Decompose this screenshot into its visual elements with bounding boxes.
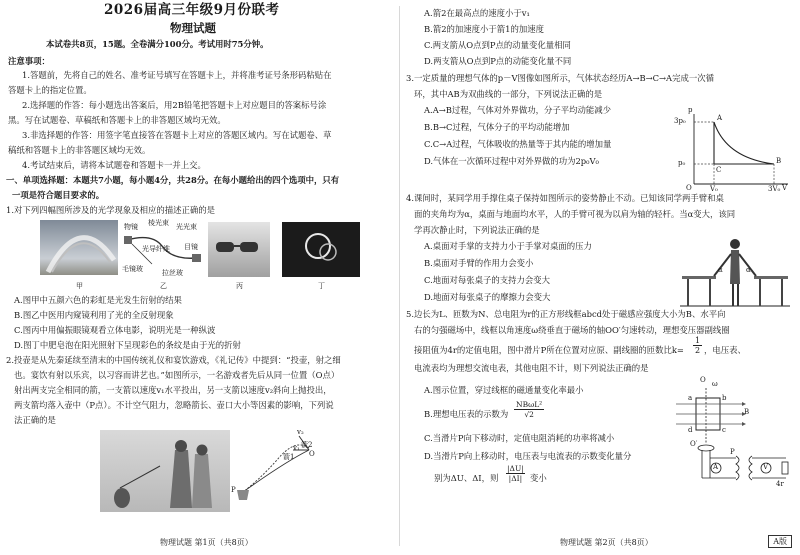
q4-stem-line: 学再次静止时，下列说法正确的是: [414, 225, 540, 235]
q4-option-b: B.桌面对手臂的作用力会变小: [424, 258, 534, 268]
q5-option-c: C.当滑片P向下移动时，定值电阻消耗的功率将减小: [424, 433, 615, 443]
exam-title: 2026届高三年级9月份联考: [104, 2, 280, 18]
axis-label: p: [688, 106, 693, 114]
q2-stem-line: 法正确的是: [14, 415, 56, 425]
q3-stem-line: 环，其中AB为双曲线的一部分，下列说法正确的是: [414, 89, 603, 99]
point-label: B: [776, 157, 782, 165]
caption-bing: 丙: [236, 282, 243, 290]
caption-yi: 乙: [160, 282, 167, 290]
q2-stem-line: 两支箭均落入壶中（P点）。不计空气阻力，忽略箭长、壶口大小等因素的影响，下列说: [14, 400, 334, 410]
b-fraction: [514, 400, 544, 419]
notice-line: 2.选择题的作答：每小题选出答案后，用2B铅笔把答题卡上对应题目的答案标号涂: [22, 100, 327, 110]
fig-label: 物镜: [124, 223, 138, 231]
rainbow-photo: [40, 220, 118, 275]
q5-stem-line: 5.边长为L、匝数为N、总电阻为r的正方形线框abcd处于磁感应强度大小为B、水平向: [406, 309, 726, 319]
fig-label: 箭1: [283, 453, 295, 461]
fig-label: 拉丝玻: [162, 269, 183, 277]
fig-label: a: [688, 394, 693, 402]
arrow-trajectory-diagram: [225, 430, 315, 505]
notice-line: 3.非选择题的作答：用签字笔直接答在答题卡上对应的答题区域内。写在试题卷、草: [22, 130, 332, 140]
exam-info: 本试卷共8页，15题。全卷满分100分。考试用时75分钟。: [46, 39, 269, 49]
notice-line: 1.答题前，先将自己的姓名、准考证号填写在答题卡上，并将准考证号条形码粘贴在: [22, 70, 332, 80]
q2-option-d: D.两支箭从O点到P点的动能变化量不同: [424, 56, 572, 66]
right-page: [400, 0, 800, 555]
caption-ding: 丁: [318, 282, 325, 290]
touhu-illustration: [100, 430, 230, 512]
q4-option-a: A.桌面对手掌的支持力小于手掌对桌面的压力: [424, 241, 592, 251]
q2-option-a: A.箭2在最高点的速度小于v₁: [424, 8, 530, 18]
fig-label: b: [722, 394, 727, 402]
fig-label: V: [763, 463, 769, 471]
axis-label: V: [782, 184, 788, 192]
b-denominator: √2: [524, 410, 534, 419]
angle-label: α: [746, 266, 751, 274]
version-badge: A版: [768, 535, 792, 548]
fig-label: O: [309, 450, 315, 458]
q4-stem-line: 面的夹角均为α，桌面与地面均水平，人的手臂可视为以肩为轴的轻杆。当α变大，该同: [414, 209, 736, 219]
fig-label: O′: [690, 440, 698, 448]
q5-stem-line: 接阻值为4r的定值电阻，图中滑片P所在位置对应原、副线圈的匝数比k=: [414, 345, 684, 355]
point-label: C: [716, 166, 722, 174]
fig-label: v₂: [297, 428, 304, 436]
q2-stem-line: 2.投壶是从先秦延续至清末的中国传统礼仪和宴饮游戏，《礼记传》中提到：“投壶，射之细: [6, 355, 341, 365]
fig-label: P: [231, 486, 236, 494]
notice-line: 答题卡上的指定位置。: [8, 85, 92, 95]
q5-option-d: D.当滑片P向上移动时，电压表与电流表的示数变化量分: [424, 451, 632, 461]
fig-label: 光导纤维: [142, 245, 170, 253]
endoscope-diagram: [122, 218, 204, 280]
fig-label: 棱光束: [148, 219, 169, 227]
fig-label: d: [688, 426, 693, 434]
tick-label: 3V₀: [768, 185, 781, 193]
k-fraction: [693, 336, 702, 355]
table-support-figure: [678, 236, 792, 308]
angle-label: α: [718, 266, 723, 274]
pv-graph: [674, 106, 792, 194]
q3-option-a: A.A→B过程，气体对外界做功，分子平均动能减少: [424, 105, 612, 115]
section-heading: 一项是符合题目要求的。: [12, 190, 105, 200]
exam-subtitle: 物理试题: [170, 21, 216, 35]
q2-option-c: C.两支箭从O点到P点的动量变化量相同: [424, 40, 571, 50]
q5-stem-line: ，电压表、: [704, 345, 746, 355]
fig-label: 光光束: [176, 223, 197, 231]
q4-stem-line: 4.课间时，某同学用手撑住桌子保持如图所示的姿势静止不动。已知该同学两手臂和桌: [406, 193, 724, 203]
fig-label: c: [722, 426, 726, 434]
d-denominator: |ΔI|: [508, 474, 523, 483]
q1-option-d: D.图丁中肥皂泡在阳光照射下呈现彩色的条纹是由于光的折射: [14, 340, 241, 350]
caption-jia: 甲: [76, 282, 83, 290]
q1-option-a: A.图甲中五颜六色的彩虹是光发生衍射的结果: [14, 295, 182, 305]
q2-stem-line: 射出两支完全相同的箭，一支箭以速度v₁水平投出，另一支箭以速度v₂斜向上抛投出，: [14, 385, 332, 395]
q5-option-d-cont: 别为ΔU、ΔI，则: [434, 473, 499, 483]
q2-stem-line: 也。宴饮有射以乐宾，以习容而讲艺也。”如图所示，一名游戏者先后从同一位置（O点）: [14, 370, 340, 380]
q1-option-b: B.图乙中医用内窥镜利用了光的全反射现象: [14, 310, 174, 320]
tick-label: V₀: [710, 185, 718, 193]
q4-option-d: D.地面对每张桌子的摩擦力会变大: [424, 292, 551, 302]
q2-option-b: B.箭2的加速度小于箭1的加速度: [424, 24, 544, 34]
fig-label: ω: [712, 380, 718, 388]
q1-stem: 1.对下列四幅图所涉及的光学现象及相应的描述正确的是: [6, 205, 215, 215]
q5-stem-line: 右的匀强磁场中，线框以角速度ω绕垂直于磁场的轴OO′匀速转动，理想变压器副线圈: [414, 325, 730, 335]
origin-label: O: [686, 184, 692, 192]
point-label: A: [717, 114, 723, 122]
notice-line: 稿纸和答题卡上的非答题区域均无效。: [8, 145, 151, 155]
b-numerator: NBωL²: [516, 400, 543, 409]
fig-label: v₁: [293, 444, 300, 452]
q3-option-c: C.C→A过程，气体吸收的热量等于其内能的增加量: [424, 139, 612, 149]
d-numerator: |ΔU|: [507, 464, 524, 473]
q3-stem-line: 3.一定质量的理想气体的p－V图像如图所示，气体状态经历A→B→C→A完成一次循: [406, 73, 714, 83]
tick-label: 3p₀: [674, 117, 686, 125]
fig-label: 4r: [776, 480, 784, 488]
q5-option-d-end: 变小: [530, 473, 547, 483]
q5-option-b: B.理想电压表的示数为: [424, 409, 509, 419]
fig-label: O: [700, 376, 706, 384]
notice-line: 4.考试结束后，请将本试题卷和答题卡一并上交。: [22, 160, 206, 170]
fig-label: 毛镜玻: [122, 265, 143, 273]
q1-option-c: C.图丙中用偏振眼镜观看立体电影，说明光是一种纵波: [14, 325, 216, 335]
q4-option-c: C.地面对每张桌子的支持力会变大: [424, 275, 551, 285]
q3-option-b: B.B→C过程，气体分子的平均动能增加: [424, 122, 570, 132]
q5-option-a: A.图示位置，穿过线框的磁通量变化率最小: [424, 385, 584, 395]
fig-label: 箭2: [301, 441, 313, 449]
fig-label: B: [744, 408, 750, 416]
fig-label: 目镜: [184, 243, 198, 251]
polarized-glasses-photo: [208, 222, 270, 277]
notice-heading: 注意事项：: [8, 56, 50, 66]
tick-label: p₀: [678, 159, 686, 167]
page-footer-1: 物理试题 第1页（共8页）: [160, 538, 253, 547]
rainbow-arc: [40, 220, 118, 275]
fig-label: A: [713, 463, 719, 471]
d-fraction: [506, 464, 525, 483]
notice-line: 黑。写在试题卷、草稿纸和答题卡上的非答题区域均无效。: [8, 115, 226, 125]
soap-bubble-photo: [282, 222, 360, 277]
fig-label: P: [730, 448, 735, 456]
page-footer-2: 物理试题 第2页（共8页）: [560, 538, 653, 547]
k-denominator: 2: [695, 346, 701, 355]
q3-option-d: D.气体在一次循环过程中对外界做的功为2p₀V₀: [424, 156, 599, 166]
generator-transformer-figure: [672, 376, 794, 494]
k-numerator: 1: [695, 336, 701, 345]
q5-stem-line: 电流表均为理想交流电表，其他电阻不计，则下列说法正确的是: [414, 363, 649, 373]
section-heading: 一、单项选择题：本题共7小题，每小题4分，共28分。在每小题给出的四个选项中，只有: [6, 175, 340, 185]
